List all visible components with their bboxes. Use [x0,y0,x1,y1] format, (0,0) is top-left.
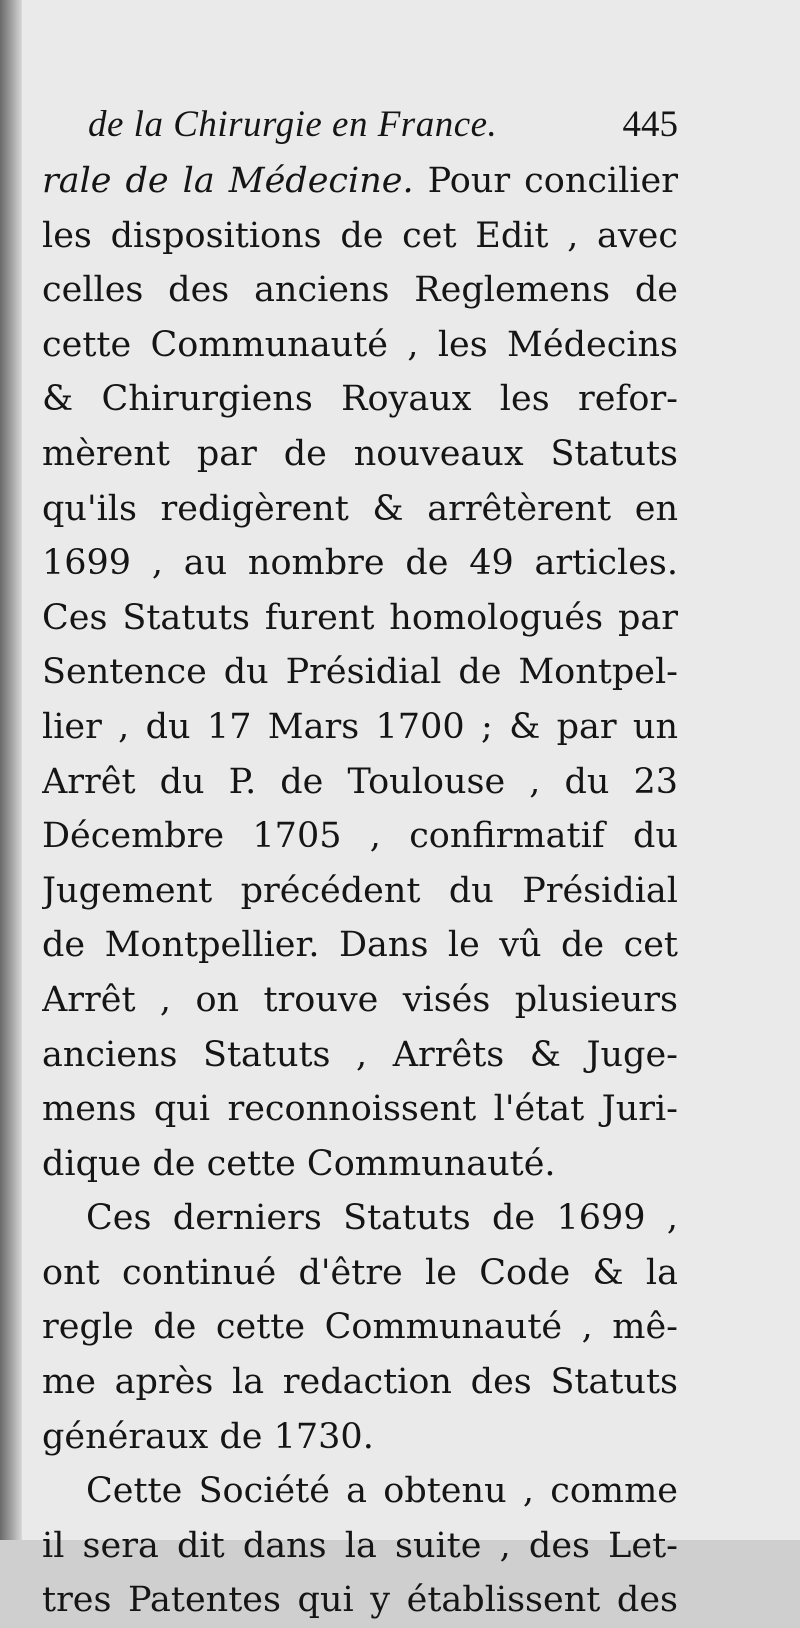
text-line: de Montpellier. Dans le vû de cet [42,925,678,966]
page-header [42,96,678,154]
text-line [42,154,678,209]
text-line: Décembre 1705 , confirmatif du [42,816,678,857]
text-line: anciens Statuts , Arrêts & Juge- [42,1034,678,1075]
text-line: Arrêt , on trouve visés plusieurs [42,979,678,1020]
page-text-block [42,96,678,1628]
paragraph-2 [42,1191,678,1464]
book-page [22,0,800,1621]
text-line: 1699 , au nombre de 49 articles. [42,543,678,584]
text-line: mèrent par de nouveaux Statuts [42,433,678,474]
text-line: Arrêt du P. de Toulouse , du 23 [42,761,678,802]
page-number: 445 [622,104,678,145]
text-line: tres Patentes qui y établissent des [42,1580,678,1621]
text-line: celles des anciens Reglemens de [42,270,678,311]
text-line: généraux de 1730. [42,1416,374,1457]
text-line: me après la redaction des Statuts [42,1362,678,1403]
text-line: il sera dit dans la suite , des Let- [42,1525,678,1566]
text-line: mens qui reconnoissent l'état Juri- [42,1089,678,1130]
text-line: Ces derniers Statuts de 1699 , [86,1198,678,1239]
text-line: les dispositions de cet Edit , avec [42,215,678,256]
text-line-italic-part: rale de la Médecine. [42,161,414,201]
running-title: de la Chirurgie en France. [88,104,498,145]
text-line: Ces Statuts furent homologués par [42,597,678,638]
paragraph-1 [42,154,678,1191]
text-line: dique de cette Communauté. [42,1143,556,1184]
text-line: Sentence du Présidial de Montpel- [42,652,678,693]
text-line: lier , du 17 Mars 1700 ; & par un [42,706,678,747]
text-line: & Chirurgiens Royaux les refor- [42,379,678,420]
text-line: regle de cette Communauté , mê- [42,1307,678,1348]
text-line: ont continué d'être le Code & la [42,1252,678,1293]
text-line: Cette Société a obtenu , comme [86,1471,678,1512]
text-line-roman-part: Pour concilier [427,161,678,201]
text-line: Jugement précédent du Présidial [42,870,678,911]
text-line: qu'ils redigèrent & arrêtèrent en [42,488,678,529]
paragraph-3 [42,1464,678,1628]
text-line: cette Communauté , les Médecins [42,324,678,365]
